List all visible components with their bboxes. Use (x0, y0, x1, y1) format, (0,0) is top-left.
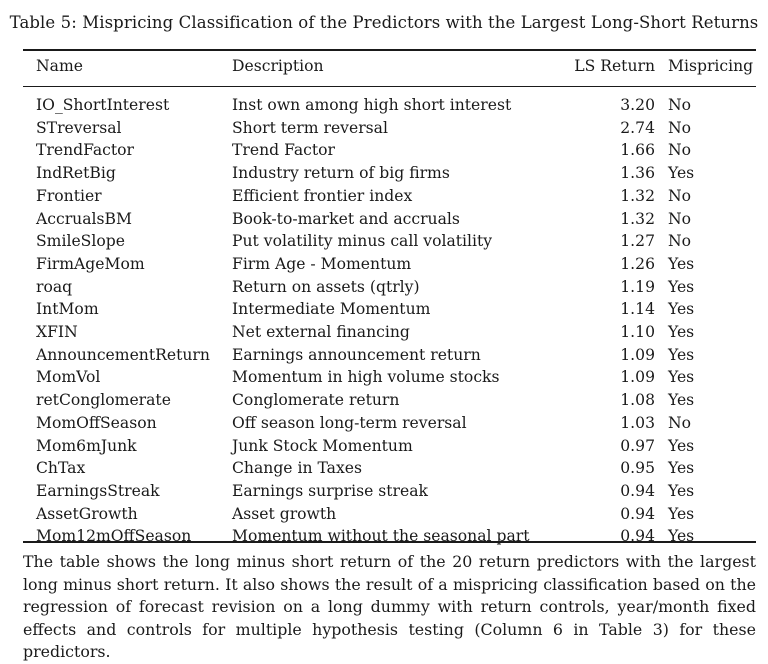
cell-ls-return: 1.66 (620, 141, 655, 160)
cell-mispricing: No (668, 141, 692, 160)
cell-mispricing: Yes (668, 323, 695, 342)
cell-description: Net external financing (232, 323, 410, 342)
cell-description: Junk Stock Momentum (232, 436, 413, 455)
cell-description: Inst own among high short interest (232, 96, 512, 114)
table-row (23, 480, 756, 503)
table-row (23, 230, 756, 253)
header-mispricing: Mispricing (668, 57, 754, 75)
cell-mispricing: Yes (668, 527, 695, 546)
table-row (23, 412, 756, 435)
cell-name: Mom12mOffSeason (36, 527, 192, 546)
cell-name: roaq (36, 277, 73, 296)
cell-name: STreversal (36, 118, 122, 137)
cell-ls-return: 1.19 (620, 277, 655, 296)
cell-mispricing: Yes (668, 481, 695, 500)
cell-name: IO_ShortInterest (36, 96, 170, 114)
cell-ls-return: 1.26 (620, 254, 655, 273)
cell-ls-return: 1.09 (620, 345, 655, 364)
cell-name: AssetGrowth (36, 504, 138, 523)
cell-mispricing: No (668, 232, 692, 251)
cell-description: Earnings announcement return (232, 345, 481, 364)
cell-description: Momentum in high volume stocks (232, 368, 500, 387)
cell-name: EarningsStreak (36, 481, 160, 500)
cell-name: Mom6mJunk (36, 436, 137, 455)
cell-ls-return: 0.94 (620, 504, 655, 523)
mispricing-table (23, 57, 756, 548)
cell-ls-return: 1.32 (620, 186, 655, 205)
table-note: The table shows the long minus short return of the 20 return predictors with the largest long minus short return. It also shows the result of a mispricing classification based on the regression of forecast revision on a long dummy with return controls, year/month fixed effects and controls for multiple hypothesis testing (Column 6 in Table 3) for these predictors. (23, 552, 756, 661)
cell-mispricing: Yes (668, 436, 695, 455)
cell-ls-return: 0.97 (620, 436, 655, 455)
cell-mispricing: Yes (668, 368, 695, 387)
cell-description: Asset growth (232, 504, 337, 523)
cell-name: AccrualsBM (36, 209, 132, 228)
cell-name: Frontier (36, 186, 102, 205)
cell-ls-return: 0.95 (620, 459, 655, 478)
cell-name: ChTax (36, 459, 86, 478)
table-row (23, 276, 756, 299)
cell-ls-return: 1.14 (620, 300, 655, 319)
header-name: Name (36, 57, 83, 75)
cell-mispricing: Yes (668, 277, 695, 296)
cell-description: Off season long-term reversal (232, 413, 467, 432)
cell-description: Return on assets (qtrly) (232, 277, 420, 296)
table-body (23, 83, 756, 548)
table-caption: Table 5: Mispricing Classification of the Predictors with the Largest Long-Short Returns (9, 13, 759, 32)
table-row (23, 117, 756, 140)
cell-mispricing: Yes (668, 504, 695, 523)
cell-name: IntMom (36, 300, 99, 319)
cell-mispricing: Yes (668, 254, 695, 273)
table-row (23, 162, 756, 185)
table-row (23, 139, 756, 162)
cell-description: Efficient frontier index (232, 186, 413, 205)
cell-mispricing: Yes (668, 300, 695, 319)
cell-ls-return: 1.03 (620, 413, 655, 432)
table-row (23, 253, 756, 276)
cell-name: retConglomerate (36, 391, 171, 410)
table-top-rule (23, 49, 756, 51)
cell-name: SmileSlope (36, 232, 125, 251)
cell-description: Earnings surprise streak (232, 481, 428, 500)
cell-ls-return: 1.27 (620, 232, 655, 251)
cell-ls-return: 1.08 (620, 391, 655, 410)
cell-mispricing: No (668, 96, 692, 114)
cell-ls-return: 2.74 (620, 118, 655, 137)
cell-mispricing: No (668, 118, 692, 137)
cell-mispricing: Yes (668, 391, 695, 410)
cell-description: Industry return of big firms (232, 164, 450, 183)
cell-name: FirmAgeMom (36, 254, 145, 273)
spacer-row (23, 83, 756, 94)
cell-ls-return: 1.32 (620, 209, 655, 228)
table-row (23, 435, 756, 458)
cell-ls-return: 1.09 (620, 368, 655, 387)
table-row (23, 298, 756, 321)
cell-name: IndRetBig (36, 164, 116, 183)
cell-mispricing: No (668, 186, 692, 205)
cell-description: Short term reversal (232, 118, 388, 137)
table-row (23, 389, 756, 412)
cell-name: TrendFactor (36, 141, 135, 160)
table-row (23, 208, 756, 231)
cell-description: Firm Age - Momentum (232, 254, 412, 273)
header-description: Description (232, 57, 324, 75)
cell-description: Momentum without the seasonal part (232, 527, 530, 546)
cell-description: Book-to-market and accruals (232, 209, 460, 228)
cell-mispricing: Yes (668, 459, 695, 478)
cell-description: Intermediate Momentum (232, 300, 431, 319)
cell-name: MomVol (36, 368, 101, 387)
table-row (23, 366, 756, 389)
cell-ls-return: 1.36 (620, 164, 655, 183)
cell-description: Put volatility minus call volatility (232, 232, 493, 251)
cell-mispricing: Yes (668, 164, 695, 183)
table-row (23, 185, 756, 208)
cell-ls-return: 3.20 (620, 96, 655, 114)
cell-ls-return: 1.10 (620, 323, 655, 342)
cell-description: Conglomerate return (232, 391, 400, 410)
cell-name: XFIN (36, 323, 78, 342)
header-ls-return: LS Return (574, 57, 655, 75)
cell-name: AnnouncementReturn (36, 345, 210, 364)
cell-mispricing: No (668, 209, 692, 228)
table-row (23, 94, 756, 117)
table-row (23, 503, 756, 526)
table-row (23, 525, 756, 548)
cell-mispricing: No (668, 413, 692, 432)
table-row (23, 344, 756, 367)
cell-ls-return: 0.94 (620, 481, 655, 500)
table-row (23, 457, 756, 480)
cell-mispricing: Yes (668, 345, 695, 364)
cell-description: Change in Taxes (232, 459, 362, 478)
table-header (23, 57, 756, 83)
cell-name: MomOffSeason (36, 413, 157, 432)
header-row (23, 57, 756, 83)
cell-description: Trend Factor (232, 141, 335, 160)
table-row (23, 321, 756, 344)
cell-ls-return: 0.94 (620, 527, 655, 546)
